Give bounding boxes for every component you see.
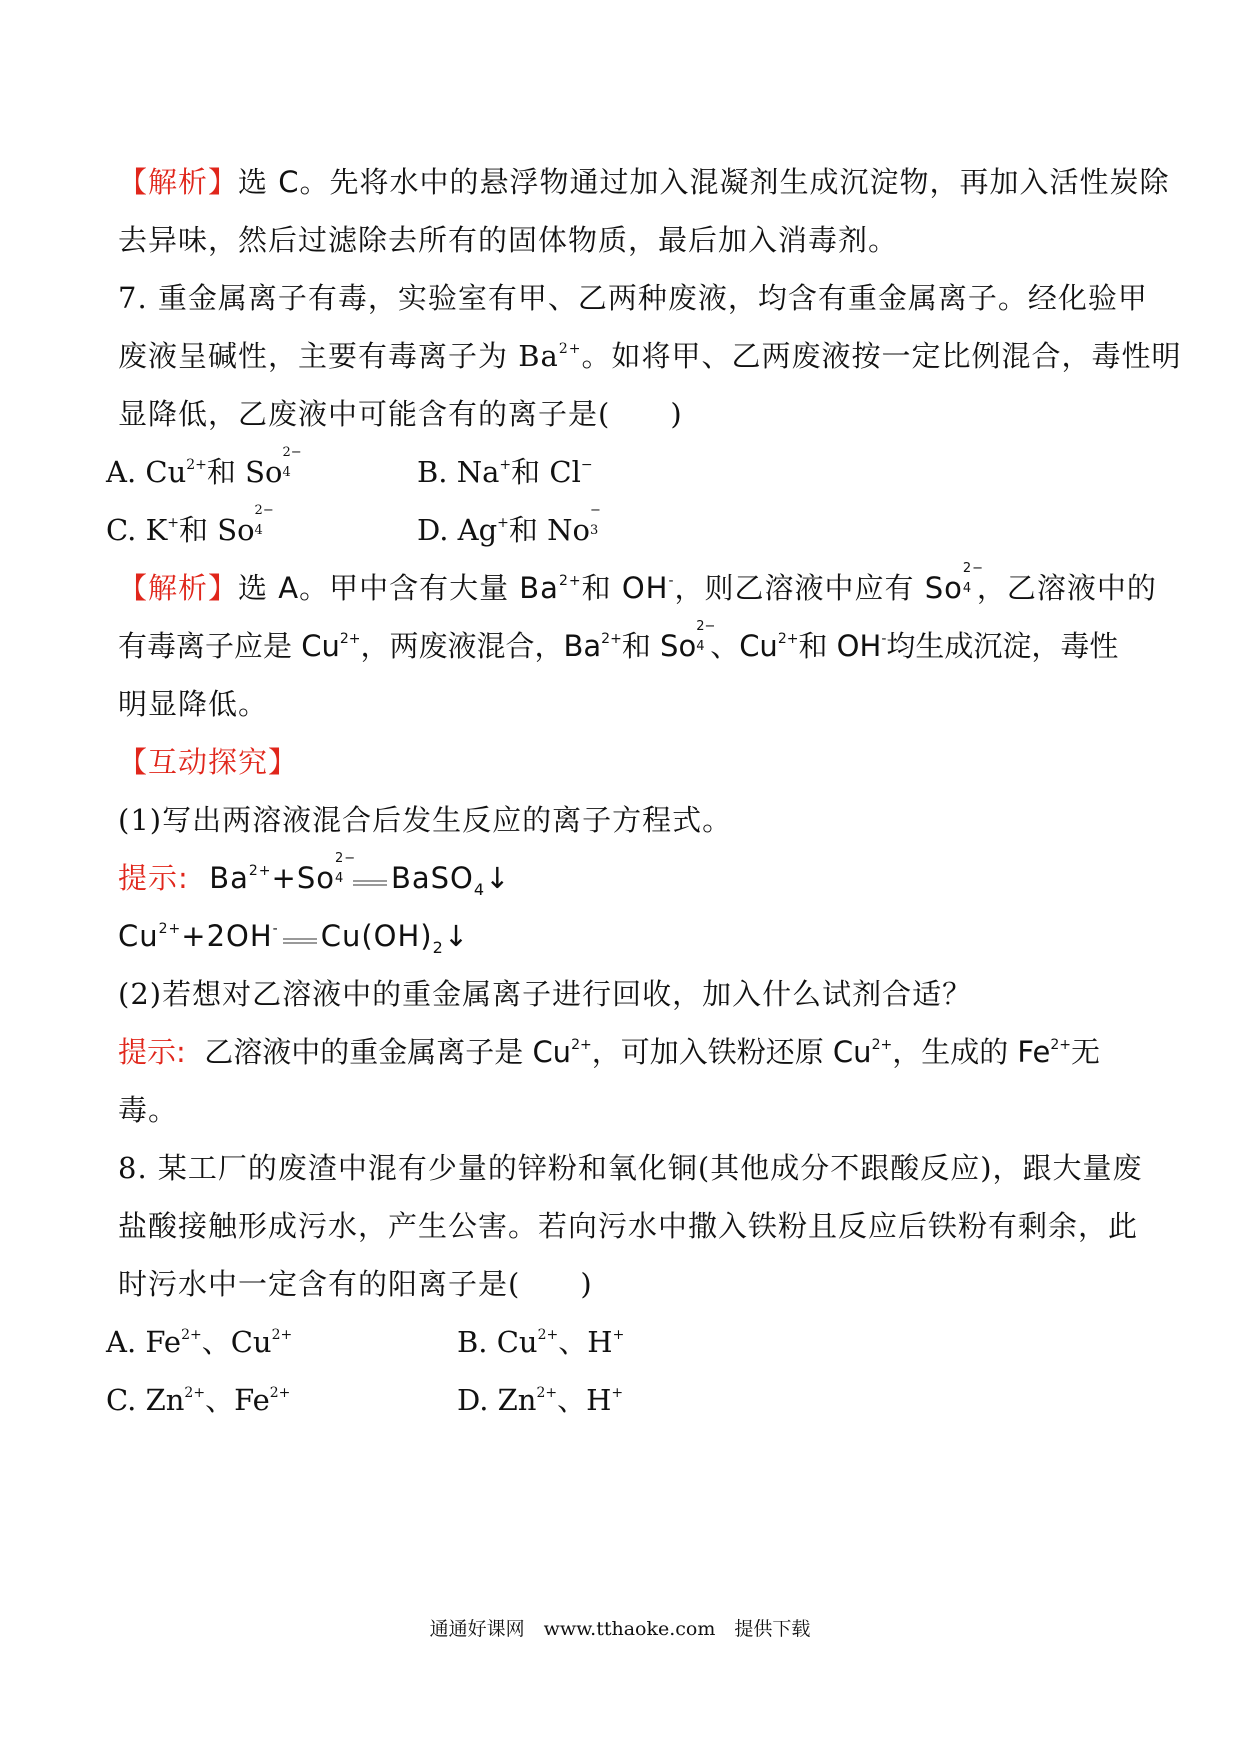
subscript: 3 (589, 523, 599, 538)
text: ，乙溶液中的 (976, 571, 1157, 605)
superscript: 2+ (186, 457, 207, 473)
superscript: 2+ (1050, 1037, 1072, 1053)
text: ，两废液混合，Ba (360, 629, 602, 663)
equals-sign (283, 938, 317, 944)
text: BaSO (390, 861, 474, 895)
ion (508, 503, 601, 550)
q8-option-b (457, 1322, 624, 1362)
question-7-line-1: 7. 重金属离子有毒，实验室有甲、乙两种废液，均含有重金属离子。经化验甲 (118, 281, 1148, 315)
hint-2-line-2: 毒。 (118, 1093, 179, 1127)
text: ，可加入铁粉还原 Cu (591, 1035, 872, 1069)
superscript: 2+ (158, 921, 182, 937)
superscript: 2+ (537, 1327, 559, 1343)
ion (179, 503, 274, 550)
text: +So (271, 861, 335, 895)
text: 和 OH (581, 571, 669, 605)
q8-option-c (106, 1380, 290, 1420)
charge: 2− (696, 619, 716, 634)
superscript: 2+ (248, 863, 272, 879)
superscript: 2+ (558, 573, 582, 589)
text: 和 So (621, 629, 697, 663)
option-text: 和 No (508, 513, 590, 547)
option-text: C. Zn (106, 1383, 185, 1417)
hint-label: 提示: (118, 1035, 186, 1069)
q7-option-a (106, 445, 302, 492)
option-text: C. K (106, 513, 168, 547)
subscript: 4 (473, 879, 486, 899)
question-8-line-3: 时污水中一定含有的阳离子是( ) (118, 1267, 593, 1301)
text: ，则乙溶液中应有 So (674, 571, 963, 605)
charge: 2− (962, 561, 985, 576)
hint-1-line-2 (118, 916, 469, 968)
footer-credit: 通通好课网 www.tthaoke.com 提供下载 (429, 1618, 811, 1640)
subscript: 4 (962, 581, 973, 596)
superscript: 2+ (536, 1385, 558, 1401)
q7-option-d (417, 503, 601, 550)
option-text: A. Cu (106, 455, 187, 489)
subscript: 4 (696, 639, 705, 654)
ion (271, 851, 357, 898)
superscript: + (612, 1327, 625, 1343)
analysis-tag: 【解析】 (118, 571, 239, 605)
charge: − (589, 503, 601, 518)
charge: 2− (254, 503, 274, 518)
q8-option-a (106, 1322, 292, 1362)
question-7-line-3: 显降低，乙废液中可能含有的离子是( ) (118, 397, 683, 431)
hint-2-line-1 (118, 1032, 1100, 1072)
ion (674, 561, 985, 608)
option-text: D. Ag (417, 513, 498, 547)
superscript: + (611, 1385, 624, 1401)
question-8-line-2: 盐酸接触形成污水，产生公害。若向污水中撒入铁粉且反应后铁粉有剩余，此 (118, 1209, 1139, 1243)
hint-label: 提示: (118, 861, 189, 895)
superscript: + (499, 457, 512, 473)
text: 废液呈碱性，主要有毒离子为 Ba (118, 339, 559, 373)
superscript: − (580, 457, 593, 473)
analysis-text: 选 C。先将水中的悬浮物通过加入混凝剂生成沉淀物，再加入活性炭除 (238, 165, 1170, 199)
option-text: 和 Cl (511, 455, 581, 489)
q8-option-d (457, 1380, 623, 1420)
equals-sign (353, 880, 387, 886)
superscript: + (167, 515, 179, 531)
analysis-7-line-3: 明显降低。 (118, 687, 269, 721)
superscript: - (272, 921, 279, 937)
option-text: 、Fe (205, 1383, 270, 1417)
analysis-6-line-2: 去异味，然后过滤除去所有的固体物质，最后加入消毒剂。 (118, 223, 899, 257)
text: 乙溶液中的重金属离子是 Cu (204, 1035, 572, 1069)
hint-1-line-1 (118, 851, 511, 910)
option-text: A. Fe (106, 1325, 182, 1359)
option-text: B. Na (417, 455, 500, 489)
option-text: 、H (557, 1383, 612, 1417)
analysis-6-line-1 (118, 162, 1169, 202)
subscript: 4 (334, 871, 345, 886)
superscript: 2+ (777, 631, 799, 647)
question-7-line-2 (118, 336, 1181, 376)
superscript: 2+ (871, 1037, 893, 1053)
precipitate-arrow: ↓ (485, 861, 511, 895)
option-text: 和 So (179, 513, 255, 547)
analysis-7-line-2 (118, 619, 1119, 666)
subscript: 4 (254, 523, 263, 538)
q7-option-b (417, 452, 593, 492)
interactive-question-1: (1)写出两溶液混合后发生反应的离子方程式。 (118, 803, 733, 837)
option-text: 和 So (206, 455, 283, 489)
charge: 2− (334, 851, 357, 866)
charge: 2− (282, 445, 302, 460)
option-text: 、Cu (201, 1325, 272, 1359)
text: Cu (118, 919, 159, 953)
superscript: 2+ (269, 1385, 291, 1401)
superscript: - (881, 631, 887, 647)
option-text: 、H (558, 1325, 613, 1359)
option-text: B. Cu (457, 1325, 538, 1359)
superscript: - (668, 573, 675, 589)
analysis-tag: 【解析】 (118, 165, 239, 199)
text: 均生成沉淀，毒性 (886, 629, 1119, 663)
subscript: 2 (432, 937, 444, 957)
text: 无 (1071, 1035, 1101, 1069)
q7-option-c (106, 503, 274, 550)
analysis-7-line-1 (118, 561, 1157, 608)
text: 。如将甲、乙两废液按一定比例混合，毒性明 (581, 339, 1182, 373)
superscript: + (497, 515, 509, 531)
text: 选 A。甲中含有大量 Ba (238, 571, 559, 605)
ion (206, 445, 302, 492)
superscript: 2+ (184, 1385, 206, 1401)
text: +2OH (181, 919, 273, 953)
question-8-line-1: 8. 某工厂的废渣中混有少量的锌粉和氧化铜(其他成分不跟酸反应)，跟大量废 (118, 1151, 1143, 1185)
text: ，生成的 Fe (892, 1035, 1051, 1069)
superscript: 2+ (571, 1037, 592, 1053)
text: Cu(OH) (320, 919, 433, 953)
text: 和 OH (798, 629, 882, 663)
superscript: 2+ (339, 631, 361, 647)
superscript: 2+ (558, 341, 582, 357)
interactive-tag: 【互动探究】 (118, 745, 299, 779)
precipitate-arrow: ↓ (443, 919, 470, 953)
text: 、Cu (710, 629, 778, 663)
subscript: 4 (282, 465, 291, 480)
text: Ba (209, 861, 249, 895)
superscript: 2+ (271, 1327, 293, 1343)
superscript: 2+ (181, 1327, 202, 1343)
interactive-question-2: (2)若想对乙溶液中的重金属离子进行回收，加入什么试剂合适？ (118, 977, 973, 1011)
text: 有毒离子应是 Cu (118, 629, 340, 663)
superscript: 2+ (601, 631, 622, 647)
ion (621, 619, 716, 666)
option-text: D. Zn (457, 1383, 537, 1417)
